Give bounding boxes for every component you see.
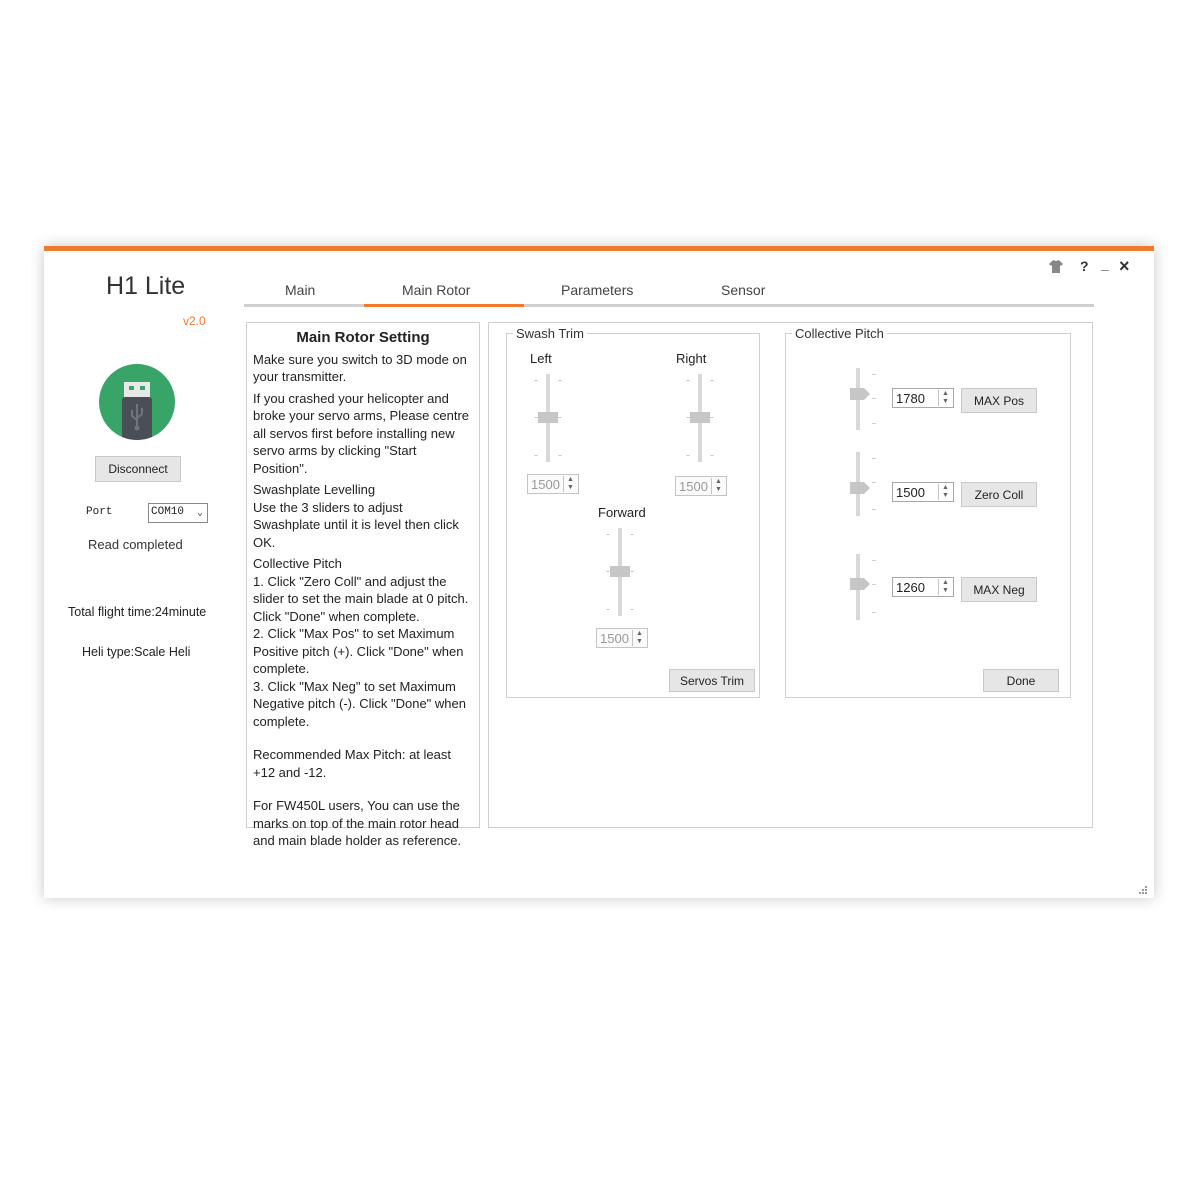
help-text: 3. Click "Max Neg" to set Maximum Negative pitch (-). Click "Done" when complete. (253, 678, 466, 729)
tab-parameters[interactable]: Parameters (561, 282, 634, 298)
help-text: For FW450L users, You can use the marks on top of the main rotor head and main blade holder as reference. (253, 798, 462, 848)
app-version: v2.0 (183, 314, 206, 328)
right-trim-text: 1500 (679, 479, 708, 494)
forward-slider-label: Forward (598, 505, 646, 520)
max-neg-input[interactable] (892, 577, 954, 597)
close-icon[interactable]: × (1119, 256, 1130, 276)
right-trim-value[interactable] (675, 476, 727, 496)
zero-coll-input[interactable] (892, 482, 954, 502)
left-trim-value[interactable] (527, 474, 579, 494)
window-accent-bar (44, 246, 1154, 251)
port-select[interactable] (148, 503, 208, 523)
done-button[interactable]: Done (983, 669, 1059, 692)
forward-trim-slider[interactable] (602, 528, 638, 618)
active-tab-indicator (364, 304, 524, 307)
help-title: Main Rotor Setting (296, 329, 430, 346)
collective-pitch-title: Collective Pitch (795, 326, 884, 341)
max-pos-slider[interactable] (850, 368, 880, 432)
tab-main[interactable]: Main (285, 282, 316, 298)
max-neg-button[interactable]: MAX Neg (961, 577, 1037, 602)
help-text: 1. Click "Zero Coll" and adjust the slider to set the main blade at 0 pitch. Click "Done" when complete. (253, 573, 469, 624)
zero-coll-slider[interactable] (850, 452, 880, 518)
max-pos-input[interactable] (892, 388, 954, 408)
tab-sensor[interactable]: Sensor (721, 282, 766, 298)
help-text: 2. Click "Max Pos" to set Maximum Positive pitch (+). Click "Done" when complete. (253, 626, 464, 676)
help-icon[interactable]: ? (1080, 258, 1089, 274)
right-trim-slider[interactable] (682, 374, 718, 464)
help-heading: Collective Pitch (253, 556, 342, 571)
port-label: Port (86, 506, 113, 518)
help-text: Recommended Max Pitch: at least +12 and -12. (253, 747, 451, 780)
help-text: Use the 3 sliders to adjust Swashplate until it is level then click OK. (253, 499, 459, 550)
heli-type: Heli type:Scale Heli (82, 645, 191, 659)
flight-time: Total flight time:24minute (68, 605, 207, 619)
spin-arrows-icon[interactable]: ▲ ▼ (632, 630, 646, 646)
max-pos-button[interactable]: MAX Pos (961, 388, 1037, 413)
help-panel (246, 322, 480, 848)
max-pos-text: 1780 (896, 391, 925, 406)
resize-grip-icon[interactable] (1138, 882, 1148, 900)
spin-arrows-icon[interactable]: ▲ ▼ (938, 579, 952, 595)
collective-pitch-group (785, 326, 1071, 698)
help-heading: Swashplate Levelling (253, 482, 376, 497)
left-trim-slider[interactable] (530, 374, 566, 464)
skin-icon[interactable] (1048, 260, 1064, 279)
forward-trim-value[interactable] (596, 628, 648, 648)
help-text: Make sure you switch to 3D mode on your transmitter. (253, 351, 467, 384)
app-title: H1 Lite (106, 272, 186, 300)
help-text: If you crashed your helicopter and broke your servo arms, Please centre all servos first before installing new servo arms by clicking "Start Position". (253, 390, 470, 476)
chevron-down-icon: ⌄ (196, 508, 203, 519)
port-value: COM10 (151, 506, 185, 518)
forward-trim-text: 1500 (600, 631, 629, 646)
zero-coll-text: 1500 (896, 485, 925, 500)
max-neg-slider[interactable] (850, 554, 880, 622)
minimize-icon[interactable]: _ (1101, 256, 1109, 272)
usb-connection-icon (99, 364, 175, 440)
max-neg-text: 1260 (896, 580, 925, 595)
swash-trim-title: Swash Trim (516, 326, 584, 341)
connection-status: Read completed (88, 537, 183, 552)
disconnect-button[interactable]: Disconnect (95, 456, 181, 482)
tab-main-rotor[interactable]: Main Rotor (402, 282, 471, 298)
left-slider-label: Left (530, 351, 552, 366)
left-trim-text: 1500 (531, 477, 560, 492)
right-slider-label: Right (676, 351, 707, 366)
servos-trim-button[interactable]: Servos Trim (669, 669, 755, 692)
app-window (44, 246, 1154, 898)
spin-arrows-icon[interactable]: ▲ ▼ (711, 478, 725, 494)
spin-arrows-icon[interactable]: ▲ ▼ (563, 476, 577, 492)
spin-arrows-icon[interactable]: ▲ ▼ (938, 390, 952, 406)
spin-arrows-icon[interactable]: ▲ ▼ (938, 484, 952, 500)
zero-coll-button[interactable]: Zero Coll (961, 482, 1037, 507)
